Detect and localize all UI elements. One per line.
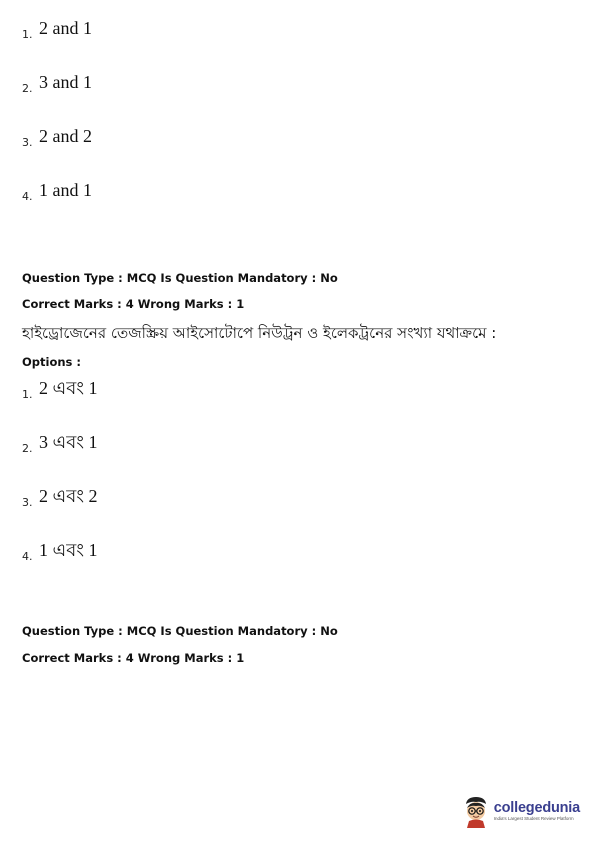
option-number: 2. <box>22 82 33 95</box>
option-number: 2. <box>22 442 33 455</box>
question-type-line: Question Type : MCQ Is Question Mandatory : No <box>22 624 338 638</box>
option-text: 2 এবং 1 <box>39 378 98 398</box>
option-text: 2 and 1 <box>39 18 92 38</box>
option-number: 1. <box>22 28 33 41</box>
option-number: 3. <box>22 136 33 149</box>
option-1 <box>22 18 92 39</box>
option-text: 3 and 1 <box>39 72 92 92</box>
option-2 <box>22 428 97 459</box>
option-3 <box>22 482 97 513</box>
student-mascot-icon <box>461 794 491 828</box>
option-4 <box>22 536 97 567</box>
collegedunia-logo <box>461 794 580 828</box>
question-type-line: Question Type : MCQ Is Question Mandatory : No <box>22 271 338 285</box>
question-text: হাইড্রোজেনের তেজস্ক্রিয় আইসোটোপে নিউট্রন ও ইলেকট্রনের সংখ্যা যথাক্রমে : <box>22 324 497 342</box>
option-2 <box>22 72 92 93</box>
logo-tagline: India's Largest Student Review Platform <box>493 816 574 821</box>
option-3 <box>22 126 92 147</box>
option-text: 2 and 2 <box>39 126 92 146</box>
option-number: 4. <box>22 190 33 203</box>
options-label: Options : <box>22 355 81 369</box>
marks-line: Correct Marks : 4 Wrong Marks : 1 <box>22 297 245 311</box>
option-1 <box>22 374 97 405</box>
option-text: 1 and 1 <box>39 180 92 200</box>
option-number: 3. <box>22 496 33 509</box>
option-number: 1. <box>22 388 33 401</box>
option-text: 2 এবং 2 <box>39 486 98 506</box>
option-text: 1 এবং 1 <box>39 540 98 560</box>
option-number: 4. <box>22 550 33 563</box>
option-text: 3 এবং 1 <box>39 432 98 452</box>
logo-wordmark: collegedunia <box>493 800 580 816</box>
option-4 <box>22 180 92 201</box>
marks-line: Correct Marks : 4 Wrong Marks : 1 <box>22 651 245 665</box>
